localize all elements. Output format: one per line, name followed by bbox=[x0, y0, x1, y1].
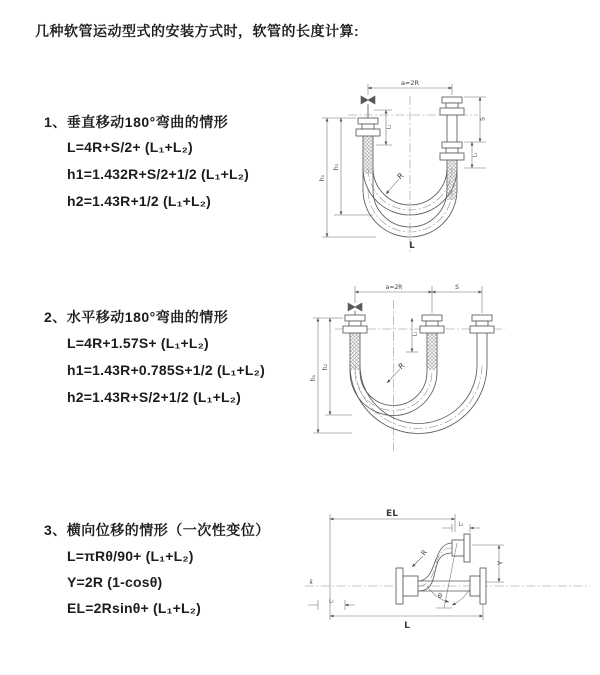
section-2-formula-l: L=4R+1.57S+ (L₁+L₂) bbox=[67, 335, 209, 351]
flange-right-upper bbox=[452, 534, 470, 562]
dim-label-h2: h₂ bbox=[333, 163, 340, 171]
flange-left bbox=[356, 118, 380, 136]
dim-ext-top bbox=[355, 286, 482, 313]
radius-label: R bbox=[396, 360, 407, 372]
radius-leader bbox=[386, 179, 399, 194]
braid-section-middle bbox=[427, 333, 437, 370]
section-1-formula-h1: h1=1.432R+S/2+1/2 (L₁+L₂) bbox=[67, 166, 249, 182]
diagram-lateral-displacement bbox=[300, 505, 598, 640]
flange-right-lower bbox=[440, 142, 464, 160]
hose-centerline-arc-2 bbox=[355, 365, 482, 429]
radius-label: R bbox=[419, 548, 430, 558]
section-2-heading: 2、水平移动180°弯曲的情形 bbox=[44, 309, 229, 325]
section-3-heading: 3、横向位移的情形（一次性变位） bbox=[44, 522, 270, 538]
dim-label-span: a=2R bbox=[400, 79, 420, 87]
dim-label-el: EL bbox=[386, 509, 398, 519]
section-3-formula-l: L=πRθ/90+ (L₁+L₂) bbox=[67, 548, 194, 564]
hose-outer-arc-pos1 bbox=[350, 372, 437, 416]
section-2-formula-h1: h1=1.43R+0.785S+1/2 (L₁+L₂) bbox=[67, 362, 265, 378]
dim-label-span: a=2R bbox=[385, 284, 403, 291]
dim-label-l: L bbox=[404, 621, 410, 631]
dim-label-h2: h₂ bbox=[322, 363, 329, 371]
diagram-horizontal-180-bend bbox=[305, 283, 595, 455]
hose-legs bbox=[350, 333, 487, 372]
section-1-heading: 1、垂直移动180°弯曲的情形 bbox=[44, 114, 229, 130]
braid-section-right bbox=[447, 160, 457, 200]
dim-label-s: S bbox=[455, 284, 459, 291]
flange-left bbox=[396, 568, 418, 604]
dim-label-l1-left: L₁ bbox=[386, 124, 393, 130]
flange-right-upper bbox=[440, 97, 464, 115]
dim-label-l1-right: L₁ bbox=[472, 152, 479, 158]
dim-label-h1: h₁ bbox=[310, 374, 317, 382]
dim-label-h1: h₁ bbox=[319, 174, 326, 182]
dim-label-l1: L₁ bbox=[329, 598, 334, 605]
theta-label: θ bbox=[438, 592, 442, 600]
flange-left bbox=[343, 315, 367, 333]
dim-label-l1: L₁ bbox=[412, 331, 419, 337]
page-title: 几种软管运动型式的安装方式时，软管的长度计算: bbox=[35, 23, 360, 39]
section-1-formula-l: L=4R+S/2+ (L₁+L₂) bbox=[67, 139, 193, 155]
radius-leader bbox=[412, 556, 423, 567]
flange-right-lower bbox=[470, 568, 486, 604]
diagram-vertical-180-bend bbox=[310, 75, 580, 260]
length-label: L bbox=[409, 241, 415, 251]
section-3-formula-y: Y=2R (1-cosθ) bbox=[67, 574, 163, 590]
radius-label: R bbox=[395, 170, 406, 182]
section-1-formula-h2: h2=1.43R+1/2 (L₁+L₂) bbox=[67, 193, 212, 209]
flange-middle bbox=[420, 315, 444, 333]
braid-section-left bbox=[350, 333, 360, 370]
dim-label-s: S bbox=[479, 117, 487, 121]
dim-label-y: Y bbox=[496, 560, 505, 566]
dim-ext-left bbox=[313, 318, 352, 433]
section-3-formula-el: EL=2Rsinθ+ (L₁+L₂) bbox=[67, 600, 202, 616]
flange-right bbox=[470, 315, 494, 333]
centerline-mark: x̄ bbox=[309, 579, 313, 586]
braid-section-left bbox=[363, 136, 373, 174]
dim-label-l2: L₂ bbox=[458, 521, 464, 528]
valve-icon bbox=[348, 303, 362, 315]
valve-icon bbox=[361, 96, 375, 118]
section-2-formula-h2: h2=1.43R+S/2+1/2 (L₁+L₂) bbox=[67, 389, 242, 405]
